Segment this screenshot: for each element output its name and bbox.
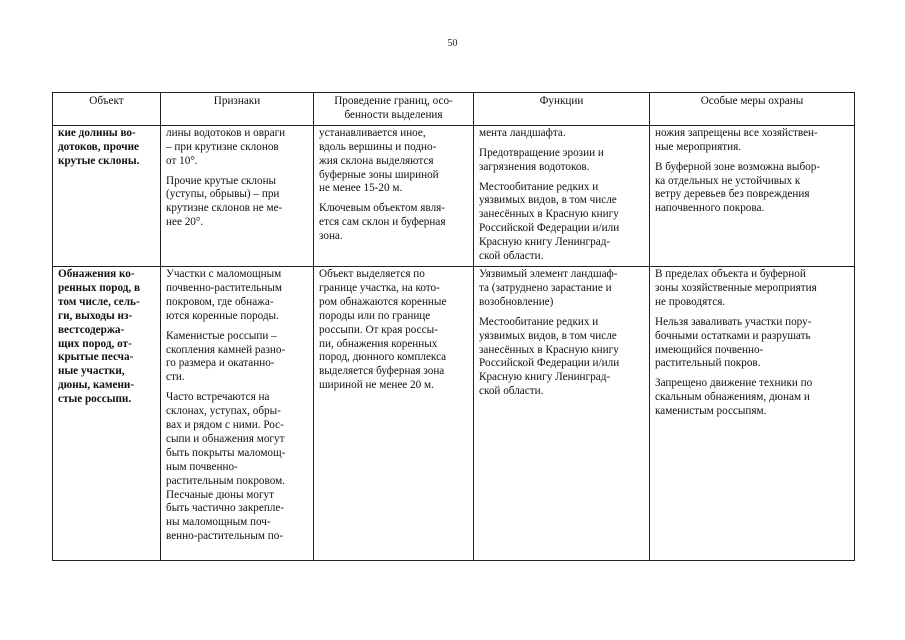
boundaries-paragraph: устанавливается иное, вдоль вершины и подно- жия склона выделяются буферные зоны шириной не менее 15-20 м. xyxy=(319,126,439,195)
cell-functions xyxy=(474,125,650,266)
header-measures: Особые меры охраны xyxy=(650,93,855,126)
header-object: Объект xyxy=(53,93,161,126)
functions-paragraph: Предотвращение эрозии и загрязнения водотоков. xyxy=(479,146,604,173)
functions-paragraph: Местообитание редких и уязвимых видов, в том числе занесённых в Красную книгу Российской Федерации и/или Красную книгу Ленинград- ской области. xyxy=(479,315,620,398)
features-paragraph: Участки с маломощным почвенно-растительным покровом, где обнажа- ются коренные породы. xyxy=(166,267,282,322)
header-features: Признаки xyxy=(161,93,314,126)
cell-object xyxy=(53,266,161,560)
features-paragraph: Часто встречаются на склонах, уступах, обры- вах и рядом с ними. Рос- сыпи и обнажения могут быть покрыты маломощ- ным почвенно- растительным покровом. Песчаные дюны могут быть частично закрепле- ны маломощным поч- венно-растительным по- xyxy=(166,391,286,543)
cell-measures xyxy=(650,266,855,560)
cell-functions xyxy=(474,266,650,560)
object-text: Обнажения ко- ренных пород, в том числе, сель- ги, выходы из- вестсодержа- щих пород, от- крытые песча- ные участки, дюны, камени- стые россыпи. xyxy=(58,267,141,406)
header-functions: Функции xyxy=(474,93,650,126)
measures-paragraph: Нельзя заваливать участки пору- бочными остатками и разрушать имеющийся почвенно- растительный покров. xyxy=(655,315,812,370)
functions-paragraph: Уязвимый элемент ландшаф- та (затруднено зарастание и возобновление) xyxy=(479,267,618,308)
table-header-row xyxy=(53,93,855,126)
functions-paragraph: Местообитание редких и уязвимых видов, в том числе занесённых в Красную книгу Российской Федерации и/или Красную книгу Ленинград- ской области. xyxy=(479,180,620,263)
cell-boundaries xyxy=(314,266,474,560)
functions-paragraph: мента ландшафта. xyxy=(479,126,566,139)
cell-boundaries xyxy=(314,125,474,266)
table-row xyxy=(53,125,855,266)
features-paragraph: Прочие крутые склоны (уступы, обрывы) – при крутизне склонов не ме- нее 20°. xyxy=(166,174,283,229)
header-boundaries: Проведение границ, осо- бенности выделения xyxy=(314,93,474,126)
cell-features xyxy=(161,266,314,560)
cell-measures xyxy=(650,125,855,266)
boundaries-paragraph: Объект выделяется по границе участка, на кото- ром обнажаются коренные породы или по границе россыпи. От края россы- пи, обнажения коренных пород, дюнного комплекса выделяется буферная зона шириной не менее 20 м. xyxy=(319,267,447,392)
protection-measures-table xyxy=(52,92,855,561)
measures-paragraph: Запрещено движение техники по скальным обнажениям, дюнам и каменистым россыпям. xyxy=(655,377,813,418)
table-row xyxy=(53,266,855,560)
measures-paragraph: ножия запрещены все хозяйствен- ные мероприятия. xyxy=(655,126,818,153)
measures-paragraph: В буферной зоне возможна выбор- ка отдельных не устойчивых к ветру деревьев без повреждения напочвенного покрова. xyxy=(655,160,821,215)
page-number: 50 xyxy=(447,38,458,49)
cell-object xyxy=(53,125,161,266)
measures-paragraph: В пределах объекта и буферной зоны хозяйственные мероприятия не проводятся. xyxy=(655,267,817,308)
object-text: кие долины во- дотоков, прочие крутые склоны. xyxy=(58,126,140,167)
features-paragraph: Каменистые россыпи – скопления камней разно- го размера и окатанно- сти. xyxy=(166,329,286,384)
boundaries-paragraph: Ключевым объектом явля- ется сам склон и буферная зона. xyxy=(319,202,446,243)
features-paragraph: лины водотоков и овраги – при крутизне склонов от 10°. xyxy=(166,126,286,167)
cell-features xyxy=(161,125,314,266)
